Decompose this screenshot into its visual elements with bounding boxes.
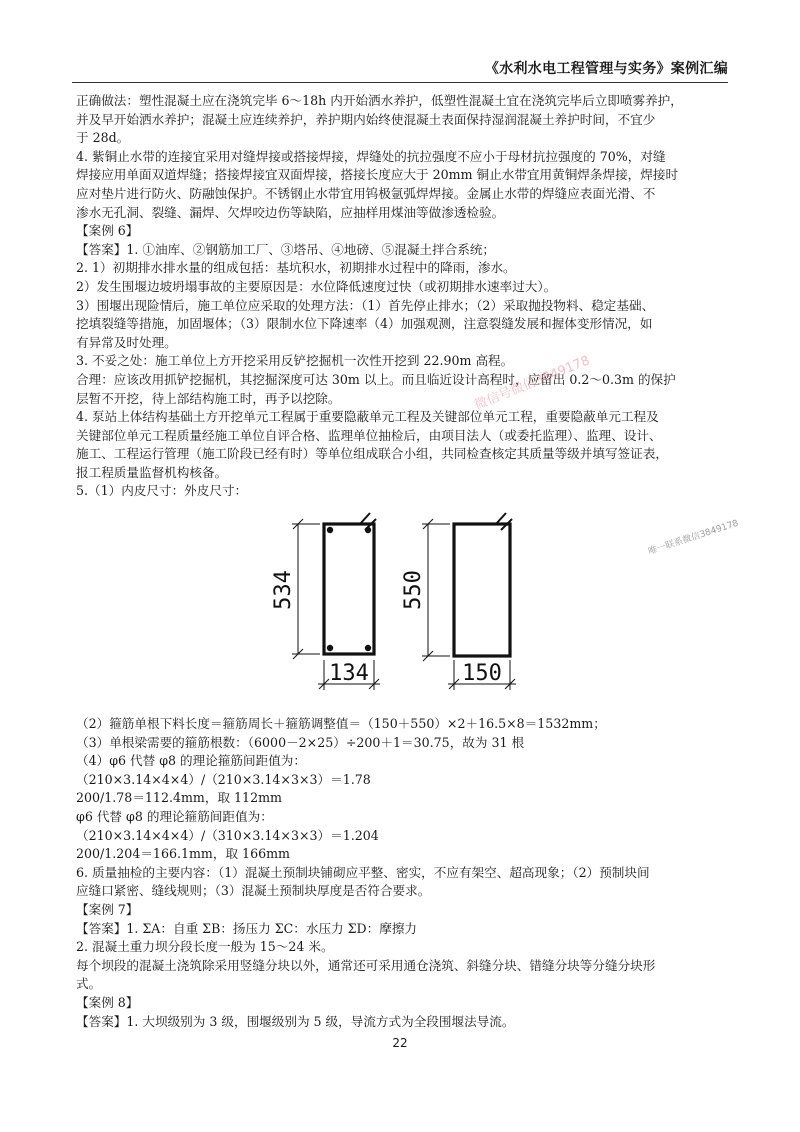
header-divider <box>72 82 728 83</box>
inner-width-label: 134 <box>329 661 369 686</box>
text-line: 4. 紫铜止水带的连接宜采用对缝焊接或搭接焊接，焊缝处的抗拉强度不应小于母材抗拉强度的 70%，对缝 <box>76 148 666 164</box>
text-line: 3. 不妥之处：施工单位上方开挖采用反铲挖掘机一次性开挖到 22.90m 高程。 <box>76 353 514 369</box>
outer-height-label: 550 <box>401 570 426 610</box>
outer-stirrup-figure <box>401 513 516 690</box>
text-line: （3）单根梁需要的箍筋根数：（6000－2×25）÷200＋1＝30.75，故为 31 根 <box>76 734 525 750</box>
text-line: 3）围堰出现险情后，施工单位应采取的处理方法：（1）首先停止排水；（2）采取抛投物料、稳定基础、 <box>76 297 655 313</box>
text-line: （210×3.14×4×4）/（210×3.14×3×3）＝1.78 <box>76 771 371 787</box>
text-line: 2. 混凝土重力坝分段长度一般为 15～24 米。 <box>76 939 334 955</box>
text-line: φ6 代替 φ8 的理论箍筋间距值为： <box>76 809 273 825</box>
inner-height-label: 534 <box>271 570 296 610</box>
text-line: 式。 <box>76 976 102 992</box>
rebar-dot <box>365 645 371 651</box>
case-heading: 【案例 7】 <box>76 902 139 917</box>
text-line: 焊接应用单面双道焊缝；搭接焊接宜双面焊接，搭接长度应大于 20mm 铜止水带宜用黄铜焊条焊接，焊接时 <box>76 167 679 183</box>
text-line: 于 28d。 <box>76 130 130 146</box>
page-number: 22 <box>392 1036 408 1050</box>
text-line: 每个坝段的混凝土浇筑除采用竖缝分块以外，通常还可采用通仓浇筑、斜缝分块、错缝分块等分缝分块形 <box>76 957 656 973</box>
text-line: 6. 质量抽检的主要内容：（1）混凝土预制块铺砌应平整、密实，不应有架空、超高现象；（2）预制块间 <box>76 864 650 880</box>
watermark-text: 唯一联系微信3849178 <box>647 518 740 558</box>
text-line: 施工、工程运行管理（施工阶段已经有时）等单位组成联合小组，共同检查核定其质量等级并填写签证表， <box>76 446 668 462</box>
text-line: （2）箍筋单根下料长度＝箍筋周长＋箍筋调整值＝（150＋550）×2＋16.5×8＝1532mm； <box>76 716 606 732</box>
text-line: 200/1.204＝166.1mm，取 166mm <box>76 846 290 862</box>
rebar-dot <box>327 645 333 651</box>
text-line: （210×3.14×4×4）/（310×3.14×3×3）＝1.204 <box>76 827 379 843</box>
text-line: 有异常及时处理。 <box>76 334 177 350</box>
case-heading: 【案例 6】 <box>76 223 139 239</box>
text-line: 应缝口紧密、缝线规则；（3）混凝土预制块厚度是否符合要求。 <box>76 883 431 899</box>
rebar-dot <box>327 527 333 533</box>
text-line: 并及早开始洒水养护；混凝土应连续养护，养护期内始终使混凝土表面保持湿润混凝土养护时间，不宜少 <box>76 111 656 127</box>
text-line: 报工程质量监督机构核备。 <box>76 464 228 480</box>
inner-hook-line <box>360 513 370 524</box>
text-line: 关键部位单元工程质量经施工单位自评合格、监理单位抽检后，由项目法人（或委托监理）、监理、设计、 <box>76 427 662 443</box>
case-heading: 【案例 8】 <box>76 994 139 1010</box>
outer-hook-line <box>496 513 506 524</box>
watermark-text: 微信号微信3849178 <box>472 353 592 414</box>
text-line: 【答案】1. ΣA：自重 ΣB：扬压力 ΣC：水压力 ΣD：摩擦力 <box>76 920 418 936</box>
stirrup-dimension-diagram <box>268 510 548 710</box>
text-line: 层暂不开挖，待上部结构施工时，再予以挖除。 <box>76 390 341 406</box>
text-line: 合理：应该改用抓铲挖掘机，其挖掘深度可达 30m 以上。而且临近设计高程时，应留出 0.2～0.3m 的保护 <box>76 371 676 387</box>
rebar-dot <box>365 527 371 533</box>
text-line: 应对垫片进行防火、防融蚀保护。不锈钢止水带宜用钨极氩弧焊焊接。金属止水带的焊缝应表面光滑、不 <box>76 185 656 201</box>
text-line: 挖填裂缝等措施，加固堰体；（3）限制水位下降速率（4）加强观测，注意裂缝发展和握体变形情况，如 <box>76 316 653 332</box>
text-line: 2）发生围堰边坡坍塌事故的主要原因是：水位降低速度过快（或初期排水速率过大）。 <box>76 278 557 294</box>
text-line: 5.（1）内皮尺寸：外皮尺寸： <box>76 483 248 499</box>
text-line: （4）φ6 代替 φ8 的理论箍筋间距值为： <box>76 753 306 769</box>
text-line: 【答案】1. 大坝级别为 3 级，围堰级别为 5 级，导流方式为全段围堰法导流。 <box>76 1013 515 1029</box>
text-line: 渗水无孔洞、裂缝、漏焊、欠焊咬边伤等缺陷，应抽样用煤油等做渗透检验。 <box>76 204 505 220</box>
text-line: 4. 泵站上体结构基础土方开挖单元工程属于重要隐蔽单元工程及关键部位单元工程，重要隐蔽单元工程及 <box>76 409 659 425</box>
inner-stirrup-figure <box>271 513 380 690</box>
outer-width-label: 150 <box>462 661 502 686</box>
outer-stirrup-rect <box>454 524 510 656</box>
inner-stirrup-rect <box>324 524 374 654</box>
text-line: 【答案】1. ①油库、②钢筋加工厂、③塔吊、④地磅、⑤混凝土拌合系统； <box>76 241 496 257</box>
text-line: 200/1.78＝112.4mm，取 112mm <box>76 790 282 806</box>
text-line: 正确做法：塑性混凝土应在浇筑完毕 6～18h 内开始洒水养护，低塑性混凝土宜在浇筑完毕后立即喷雾养护， <box>76 93 683 108</box>
document-header-title: 《水利水电工程管理与实务》案例汇编 <box>484 61 728 77</box>
text-line: 2. 1）初期排水排水量的组成包括：基坑积水，初期排水过程中的降雨，渗水。 <box>76 260 516 276</box>
